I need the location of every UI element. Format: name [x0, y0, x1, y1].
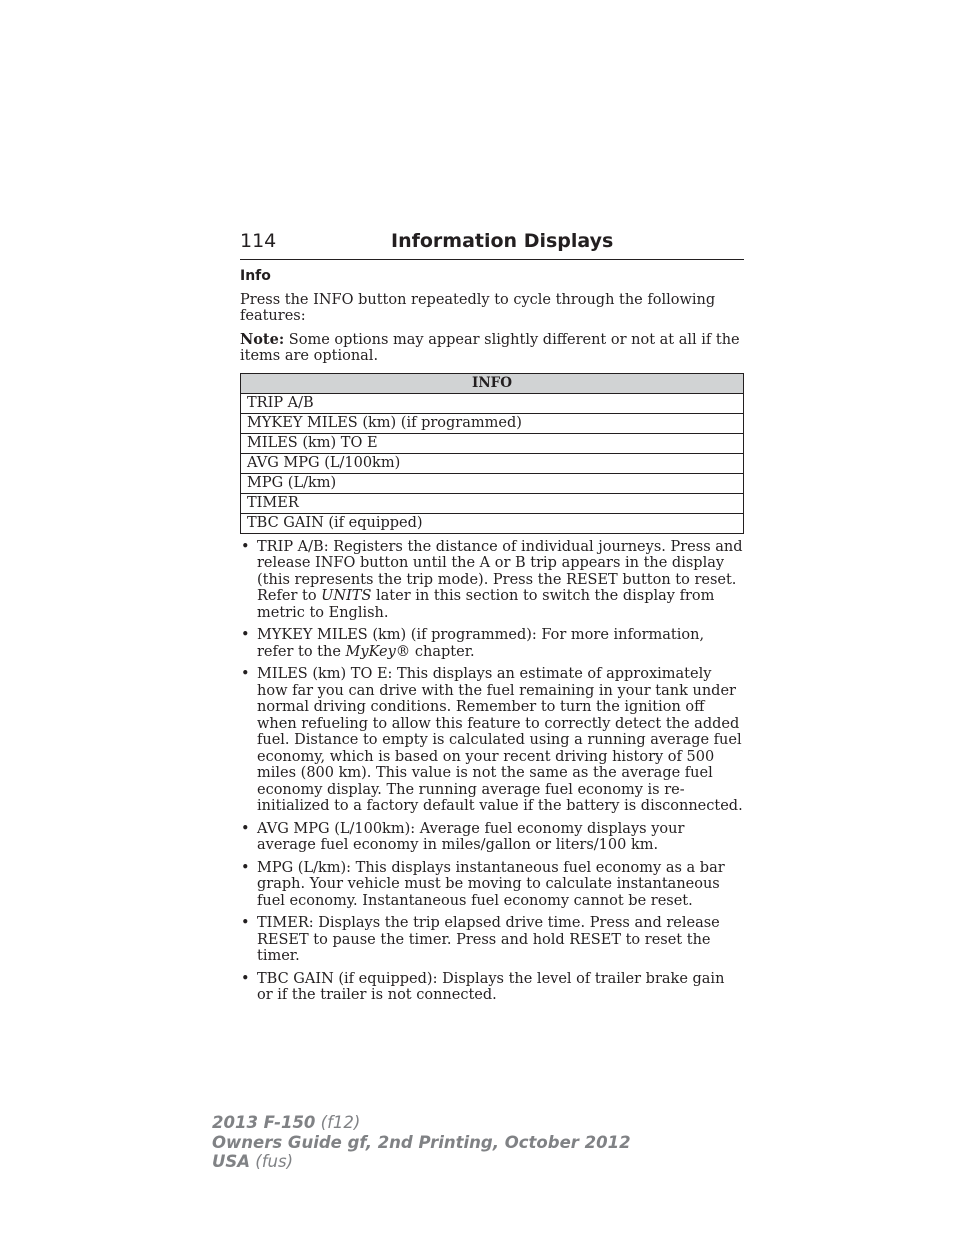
mykey-reference: MyKey® — [345, 643, 411, 660]
list-item-trip — [240, 539, 744, 622]
page-footer — [212, 1113, 631, 1172]
table-cell: TIMER — [241, 493, 744, 513]
table-cell: MYKEY MILES (km) (if programmed) — [241, 413, 744, 433]
footer-model: 2013 F-150 — [212, 1113, 316, 1132]
list-item-mpg — [240, 860, 744, 910]
note-label: Note: — [240, 330, 285, 348]
bullet-mark: • — [241, 627, 250, 643]
bullet-mark: • — [241, 666, 250, 682]
list-item-mykey — [240, 627, 744, 660]
bullet-mark: • — [241, 859, 250, 876]
chapter-title: Information Displays — [391, 230, 614, 252]
mykey-text: MYKEY MILES (km) (if programmed): For more information, refer to the — [257, 627, 705, 660]
footer-guide-line: Owners Guide gf, 2nd Printing, October 2012 — [212, 1132, 631, 1152]
table-cell: TRIP A/B — [241, 393, 744, 413]
page-header — [240, 229, 744, 253]
miles-to-e-text: MILES (km) TO E: This displays an estimate of approximately how far you can drive with the fuel remaining in your tank under normal driving conditions. Remember to turn the ignition off when refueling to allow this feature to correctly detect the added fuel. Distance to empty is calculated using a running average fuel economy, which is based on your recent driving history of 500 miles (800 km). This value is not the same as the average fuel economy display. The running average fuel economy is re-initialized to a factory default value if the battery is disconnected. — [257, 666, 743, 814]
table-row — [241, 393, 744, 413]
trip-text-end: later in this section to switch the display from metric to English. — [257, 588, 715, 621]
page-content — [240, 268, 744, 1010]
mpg-text: MPG (L/km): This displays instantaneous fuel economy as a bar graph. Your vehicle must be moving to calculate instantaneous fuel economy. Instantaneous fuel economy cannot be reset. — [257, 859, 725, 909]
note-paragraph — [240, 332, 744, 365]
intro-paragraph: Press the INFO button repeatedly to cycle through the following features: — [240, 291, 716, 324]
header-rule — [240, 259, 744, 260]
table-row — [241, 453, 744, 473]
table-row — [241, 513, 744, 533]
footer-model-line — [212, 1113, 631, 1133]
list-item-timer — [240, 915, 744, 965]
table-cell: TBC GAIN (if equipped) — [241, 513, 744, 533]
section-title: Info — [240, 268, 271, 284]
note-text: Some options may appear slightly different or not at all if the items are optional. — [240, 331, 740, 364]
table-header-row — [241, 373, 744, 393]
page-number: 114 — [240, 230, 277, 252]
table-cell: MILES (km) TO E — [241, 433, 744, 453]
bullet-mark: • — [241, 538, 250, 555]
bullet-mark: • — [241, 915, 250, 931]
tbc-gain-text: TBC GAIN (if equipped): Displays the level of trailer brake gain or if the trailer is not connected. — [257, 970, 725, 1003]
footer-market-line — [212, 1152, 631, 1172]
table-cell: MPG (L/km) — [241, 473, 744, 493]
timer-text: TIMER: Displays the trip elapsed drive time. Press and release RESET to pause the timer. Press and hold RESET to reset the timer. — [257, 915, 720, 964]
list-item-tbc-gain — [240, 971, 744, 1004]
avg-mpg-text: AVG MPG (L/100km): Average fuel economy displays your average fuel economy in miles/gallon or liters/100 km. — [257, 820, 685, 853]
list-item-miles-to-e — [240, 666, 744, 815]
bullet-mark: • — [241, 820, 250, 837]
footer-market-code: (fus) — [250, 1152, 294, 1171]
units-reference: UNITS — [321, 588, 372, 604]
table-header-cell: INFO — [241, 373, 744, 393]
table-row — [241, 493, 744, 513]
mykey-text-end: chapter. — [410, 643, 475, 660]
table-row — [241, 413, 744, 433]
info-table — [240, 373, 744, 534]
bullet-mark: • — [241, 970, 250, 987]
footer-market: USA — [212, 1152, 251, 1171]
footer-model-code: (f12) — [315, 1113, 361, 1132]
list-item-avg-mpg — [240, 821, 744, 854]
table-row — [241, 433, 744, 453]
feature-list — [240, 539, 744, 1004]
table-row — [241, 473, 744, 493]
trip-text: TRIP A/B: Registers the distance of individual journeys. Press and release INFO button until the A or B trip appears in the display (this represents the trip mode). Press the RESET button to reset. Refer to — [257, 538, 743, 604]
table-cell: AVG MPG (L/100km) — [241, 453, 744, 473]
